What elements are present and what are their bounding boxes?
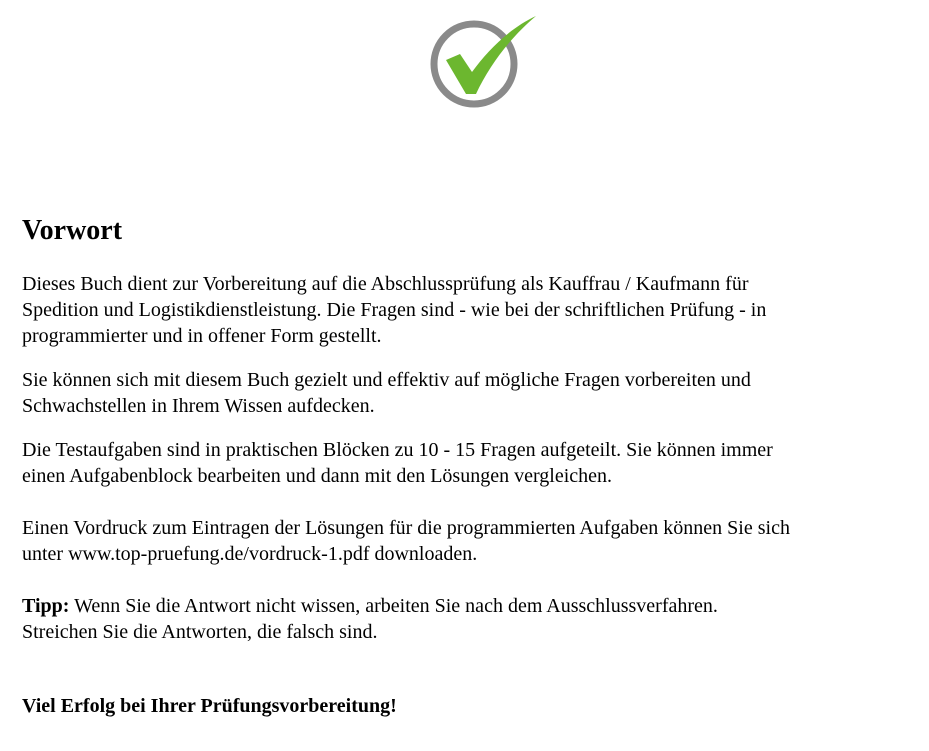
checkmark-logo [426,14,542,110]
paragraph-line: Dieses Buch dient zur Vorbereitung auf die Abschlussprüfung als Kauffrau / Kaufmann für [22,273,749,295]
preface-content [22,213,912,719]
paragraph-line: Schwachstellen in Ihrem Wissen aufdecken. [22,395,375,417]
paragraph-line: Die Testaufgaben sind in praktischen Blöcken zu 10 - 15 Fragen aufgeteilt. Sie können immer [22,439,773,461]
tip-label: Tipp: [22,595,70,617]
paragraph-benefit [22,367,912,419]
paragraph-line: unter www.top-pruefung.de/vordruck-1.pdf downloaden. [22,543,478,565]
page-title: Vorwort [22,215,123,246]
paragraph-intro [22,271,912,349]
paragraph-line: programmierter und in offener Form gestellt. [22,325,382,347]
paragraph-line: Einen Vordruck zum Eintragen der Lösungen für die programmierten Aufgaben können Sie sich [22,517,790,539]
paragraph-line: Viel Erfolg bei Ihrer Prüfungsvorbereitung! [22,695,397,717]
paragraph-line: Wenn Sie die Antwort nicht wissen, arbeiten Sie nach dem Ausschlussverfahren. [69,595,718,617]
paragraph-line: einen Aufgabenblock bearbeiten und dann mit den Lösungen vergleichen. [22,465,612,487]
paragraph-line: Sie können sich mit diesem Buch gezielt und effektiv auf mögliche Fragen vorbereiten und [22,369,751,391]
paragraph-blocks [22,437,912,489]
paragraph-tip [22,593,912,645]
paragraph-download [22,515,912,567]
checkmark-icon [426,14,542,110]
closing-line [22,693,912,719]
paragraph-line: Streichen Sie die Antworten, die falsch sind. [22,621,378,643]
paragraph-line: Spedition und Logistikdienstleistung. Die Fragen sind - wie bei der schriftlichen Prüfung - in [22,299,767,321]
